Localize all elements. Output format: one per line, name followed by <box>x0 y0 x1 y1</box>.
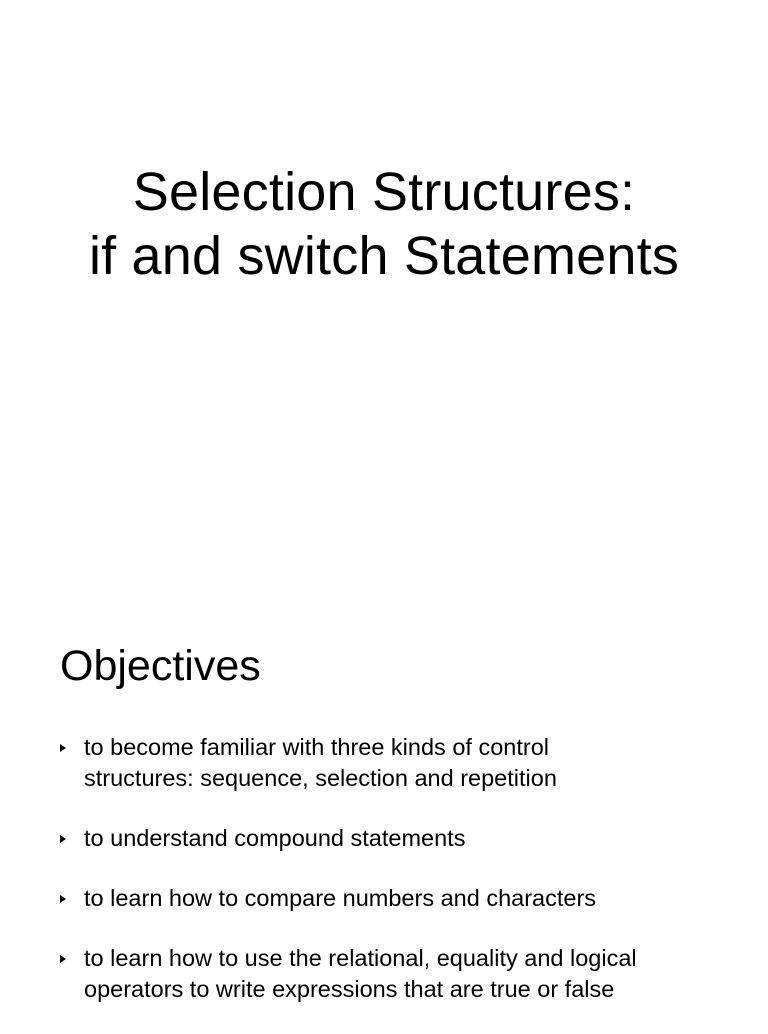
objective-text-line: to understand compound statements <box>84 825 466 851</box>
objective-text-line: operators to write expressions that are true or false <box>84 976 615 1002</box>
slide-title <box>0 160 768 288</box>
objective-item <box>60 732 720 794</box>
objectives-heading: Objectives <box>60 642 261 690</box>
objective-text-line: to learn how to use the relational, equality and logical <box>84 945 637 971</box>
objective-item <box>60 883 720 914</box>
objectives-list <box>60 732 720 1034</box>
objective-text-line: to become familiar with three kinds of control <box>84 734 549 760</box>
triangle-right-icon <box>60 895 66 903</box>
objective-text-line: to learn how to compare numbers and characters <box>84 885 597 911</box>
objective-item <box>60 823 720 854</box>
triangle-right-icon <box>60 744 66 752</box>
triangle-right-icon <box>60 955 66 963</box>
triangle-right-icon <box>60 835 66 843</box>
objective-text-line: structures: sequence, selection and repetition <box>84 765 557 791</box>
slide-title-line-2: if and switch Statements <box>88 226 680 286</box>
slide-title-line-1: Selection Structures: <box>132 162 636 222</box>
objective-item <box>60 943 720 1005</box>
